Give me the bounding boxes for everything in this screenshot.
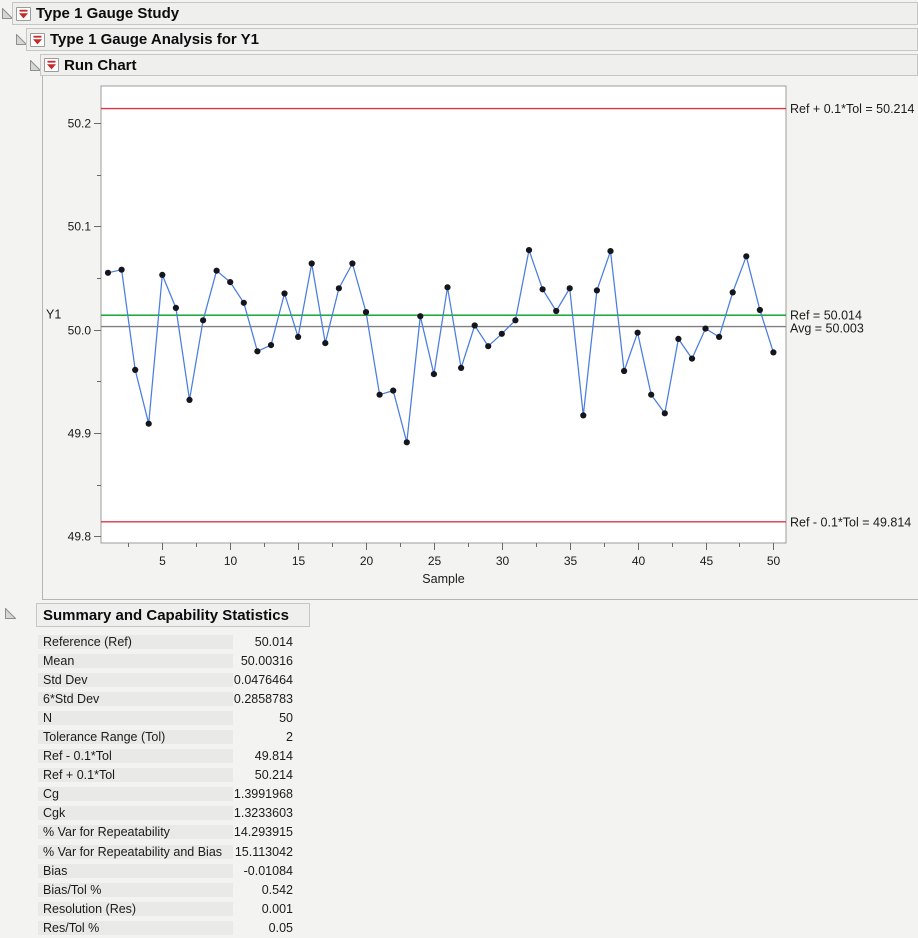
stat-label: % Var for Repeatability and Bias <box>38 845 233 859</box>
data-point-marker[interactable] <box>512 317 518 323</box>
stat-value: 50.014 <box>254 634 293 649</box>
data-point-marker[interactable] <box>444 284 450 290</box>
data-point-marker[interactable] <box>567 285 573 291</box>
data-point-marker[interactable] <box>553 308 559 314</box>
data-point-marker[interactable] <box>594 287 600 293</box>
table-row <box>38 689 294 708</box>
data-point-marker[interactable] <box>757 307 763 313</box>
table-row <box>38 918 294 937</box>
upper-tolerance-line-label: Ref + 0.1*Tol = 50.214 <box>790 102 915 117</box>
stat-value: 14.293915 <box>233 825 293 840</box>
y-tick-label: 49.9 <box>67 426 91 441</box>
data-point-marker[interactable] <box>472 322 478 328</box>
data-point-marker[interactable] <box>526 247 532 253</box>
data-point-marker[interactable] <box>200 317 206 323</box>
data-point-marker[interactable] <box>458 365 464 371</box>
outline-header-gauge-study <box>12 2 918 25</box>
stat-value: 0.001 <box>261 901 293 916</box>
data-point-marker[interactable] <box>648 392 654 398</box>
table-row <box>38 670 294 689</box>
data-point-marker[interactable] <box>349 260 355 266</box>
outline-header-run-chart <box>40 54 918 76</box>
data-point-marker[interactable] <box>173 305 179 311</box>
y-tick-label: 50.2 <box>67 116 91 131</box>
data-point-marker[interactable] <box>227 279 233 285</box>
data-point-marker[interactable] <box>295 334 301 340</box>
table-row <box>38 651 294 670</box>
data-point-marker[interactable] <box>281 290 287 296</box>
data-point-marker[interactable] <box>214 268 220 274</box>
x-tick-label: 40 <box>631 554 646 568</box>
table-row <box>38 708 294 727</box>
stat-value: 2 <box>286 730 293 745</box>
data-point-marker[interactable] <box>675 336 681 342</box>
table-row <box>38 785 294 804</box>
y-tick-label: 49.8 <box>67 529 91 544</box>
data-point-marker[interactable] <box>580 412 586 418</box>
stat-label: Resolution (Res) <box>38 902 233 916</box>
data-point-marker[interactable] <box>159 272 165 278</box>
data-point-marker[interactable] <box>635 330 641 336</box>
x-axis-title: Sample <box>422 572 465 586</box>
data-point-marker[interactable] <box>336 285 342 291</box>
stat-value: 0.542 <box>261 882 293 897</box>
x-tick-label: 45 <box>699 554 714 568</box>
stat-value: 0.05 <box>268 920 293 935</box>
outline-header-gauge-analysis <box>26 28 918 51</box>
outline-title-gauge-study[interactable]: Type 1 Gauge Study <box>36 5 180 22</box>
stat-value: 0.0476464 <box>233 672 293 687</box>
stat-value: -0.01084 <box>243 863 293 878</box>
data-point-marker[interactable] <box>254 348 260 354</box>
stat-label: Mean <box>38 654 233 668</box>
stat-label: 6*Std Dev <box>38 692 233 706</box>
data-point-marker[interactable] <box>132 367 138 373</box>
table-row <box>38 842 294 861</box>
data-point-marker[interactable] <box>363 309 369 315</box>
data-point-marker[interactable] <box>390 388 396 394</box>
data-point-marker[interactable] <box>540 286 546 292</box>
stat-label: Cg <box>38 787 233 801</box>
table-row <box>38 747 294 766</box>
outline-title-summary[interactable]: Summary and Capability Statistics <box>43 606 289 624</box>
table-row <box>38 880 294 899</box>
data-point-marker[interactable] <box>770 349 776 355</box>
stat-label: Std Dev <box>38 673 233 687</box>
data-point-marker[interactable] <box>404 439 410 445</box>
data-point-marker[interactable] <box>105 270 111 276</box>
data-point-marker[interactable] <box>417 313 423 319</box>
data-point-marker[interactable] <box>309 260 315 266</box>
table-row <box>38 804 294 823</box>
stat-label: Ref - 0.1*Tol <box>38 749 233 763</box>
table-row <box>38 727 294 746</box>
x-tick-label: 35 <box>563 554 578 568</box>
data-point-marker[interactable] <box>689 356 695 362</box>
data-point-marker[interactable] <box>485 343 491 349</box>
data-point-marker[interactable] <box>716 334 722 340</box>
x-tick-label: 15 <box>291 554 306 568</box>
average-line-label: Avg = 50.003 <box>790 321 864 336</box>
stat-value: 50.00316 <box>240 653 293 668</box>
stat-label: Ref + 0.1*Tol <box>38 768 233 782</box>
stat-value: 50.214 <box>254 768 293 783</box>
x-tick-label: 30 <box>495 554 510 568</box>
x-tick-label: 25 <box>427 554 442 568</box>
stat-value: 1.3233603 <box>233 806 293 821</box>
x-tick-label: 20 <box>359 554 374 568</box>
summary-statistics-table <box>38 632 294 938</box>
stat-value: 1.3991968 <box>233 787 293 802</box>
data-point-marker[interactable] <box>146 421 152 427</box>
red-triangle-glyph <box>18 9 29 19</box>
data-point-marker[interactable] <box>743 253 749 259</box>
table-row <box>38 823 294 842</box>
stat-label: % Var for Repeatability <box>38 825 233 839</box>
table-row <box>38 861 294 880</box>
data-point-marker[interactable] <box>268 342 274 348</box>
stat-label: Bias <box>38 864 233 878</box>
outline-title-run-chart[interactable]: Run Chart <box>64 56 137 74</box>
data-point-marker[interactable] <box>662 410 668 416</box>
outline-title-gauge-analysis[interactable]: Type 1 Gauge Analysis for Y1 <box>50 31 259 48</box>
run-chart-container <box>42 76 918 600</box>
stat-value: 49.814 <box>254 749 293 764</box>
y-tick-label: 50.0 <box>67 323 91 338</box>
data-point-marker[interactable] <box>730 289 736 295</box>
red-triangle-menu-icon[interactable] <box>44 58 59 72</box>
outline-header-summary <box>36 603 310 627</box>
data-point-marker[interactable] <box>377 392 383 398</box>
x-tick-label: 50 <box>766 554 781 568</box>
stat-label: Tolerance Range (Tol) <box>38 730 233 744</box>
data-point-marker[interactable] <box>621 368 627 374</box>
x-tick-label: 10 <box>223 554 238 568</box>
stat-value: 15.113042 <box>234 844 293 859</box>
stat-label: Cgk <box>38 806 233 820</box>
table-row <box>38 766 294 785</box>
data-point-marker[interactable] <box>499 331 505 337</box>
data-point-marker[interactable] <box>607 248 613 254</box>
table-row <box>38 632 294 651</box>
stat-label: Bias/Tol % <box>38 883 233 897</box>
data-point-marker[interactable] <box>702 326 708 332</box>
data-point-marker[interactable] <box>119 267 125 273</box>
y-axis-title: Y1 <box>46 307 62 322</box>
stat-label: Res/Tol % <box>38 921 233 935</box>
y-tick-label: 50.1 <box>67 219 91 234</box>
reference-line-label: Ref = 50.014 <box>790 308 862 323</box>
lower-tolerance-line-label: Ref - 0.1*Tol = 49.814 <box>790 515 912 530</box>
run-chart-plot <box>43 76 918 599</box>
x-tick-label: 5 <box>159 554 166 568</box>
red-triangle-menu-icon[interactable] <box>16 7 31 21</box>
table-row <box>38 899 294 918</box>
stat-label: N <box>38 711 233 725</box>
data-point-marker[interactable] <box>186 397 192 403</box>
data-point-marker[interactable] <box>431 371 437 377</box>
disclosure-triangle-summary[interactable] <box>5 608 16 619</box>
data-point-marker[interactable] <box>322 340 328 346</box>
red-triangle-menu-icon[interactable] <box>30 33 45 47</box>
red-triangle-glyph <box>46 60 57 70</box>
stat-value: 50 <box>279 710 293 725</box>
stat-value: 0.2858783 <box>233 691 293 706</box>
red-triangle-glyph <box>32 35 43 45</box>
data-point-marker[interactable] <box>241 300 247 306</box>
stat-label: Reference (Ref) <box>38 635 233 649</box>
